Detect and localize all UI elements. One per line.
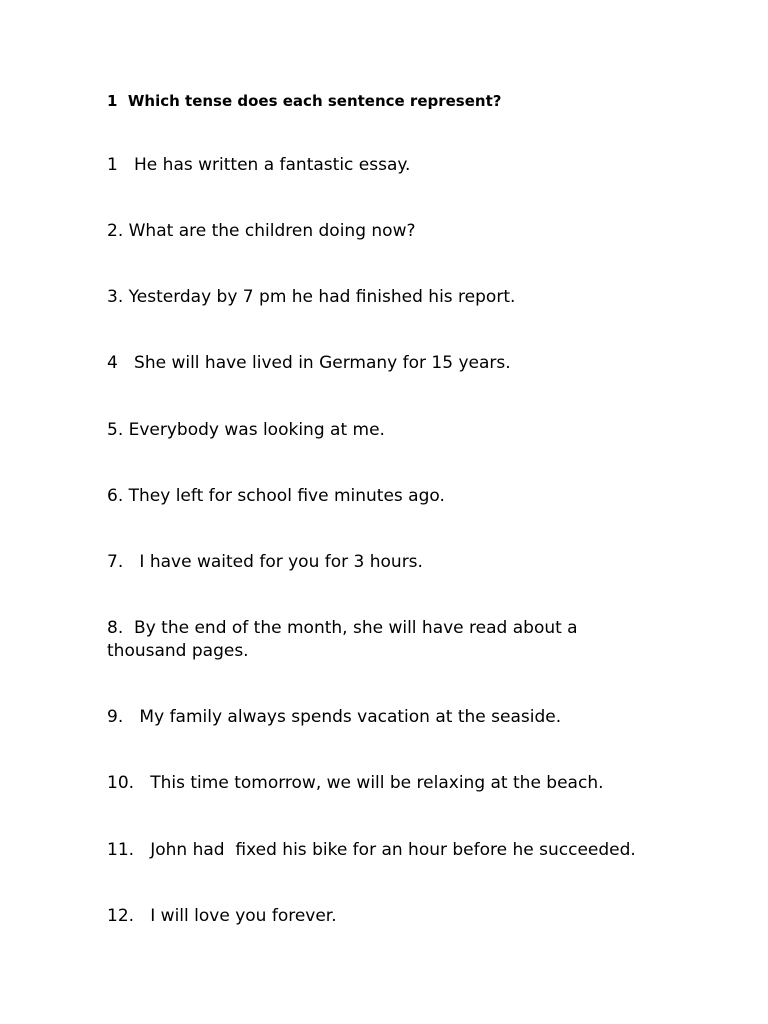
sentence-4: 4 She will have lived in Germany for 15 years. [107,353,511,373]
sentence-1: 1 He has written a fantastic essay. [107,155,411,175]
sentence-9: 9. My family always spends vacation at the seaside. [107,707,562,727]
sentence-12: 12. I will love you forever. [107,906,337,926]
sentence-2: 2. What are the children doing now? [107,221,416,241]
sentence-6: 6. They left for school five minutes ago. [107,486,445,506]
sentence-7: 7. I have waited for you for 3 hours. [107,552,423,572]
sentence-8: 8. By the end of the month, she will have read about a thousand pages. [107,618,584,661]
sentence-10: 10. This time tomorrow, we will be relaxing at the beach. [107,773,604,793]
sentence-3: 3. Yesterday by 7 pm he had finished his report. [107,287,516,307]
exercise-title: 1 Which tense does each sentence represent? [107,92,502,110]
sentence-11: 11. John had fixed his bike for an hour before he succeeded. [107,840,636,860]
sentence-5: 5. Everybody was looking at me. [107,420,385,440]
